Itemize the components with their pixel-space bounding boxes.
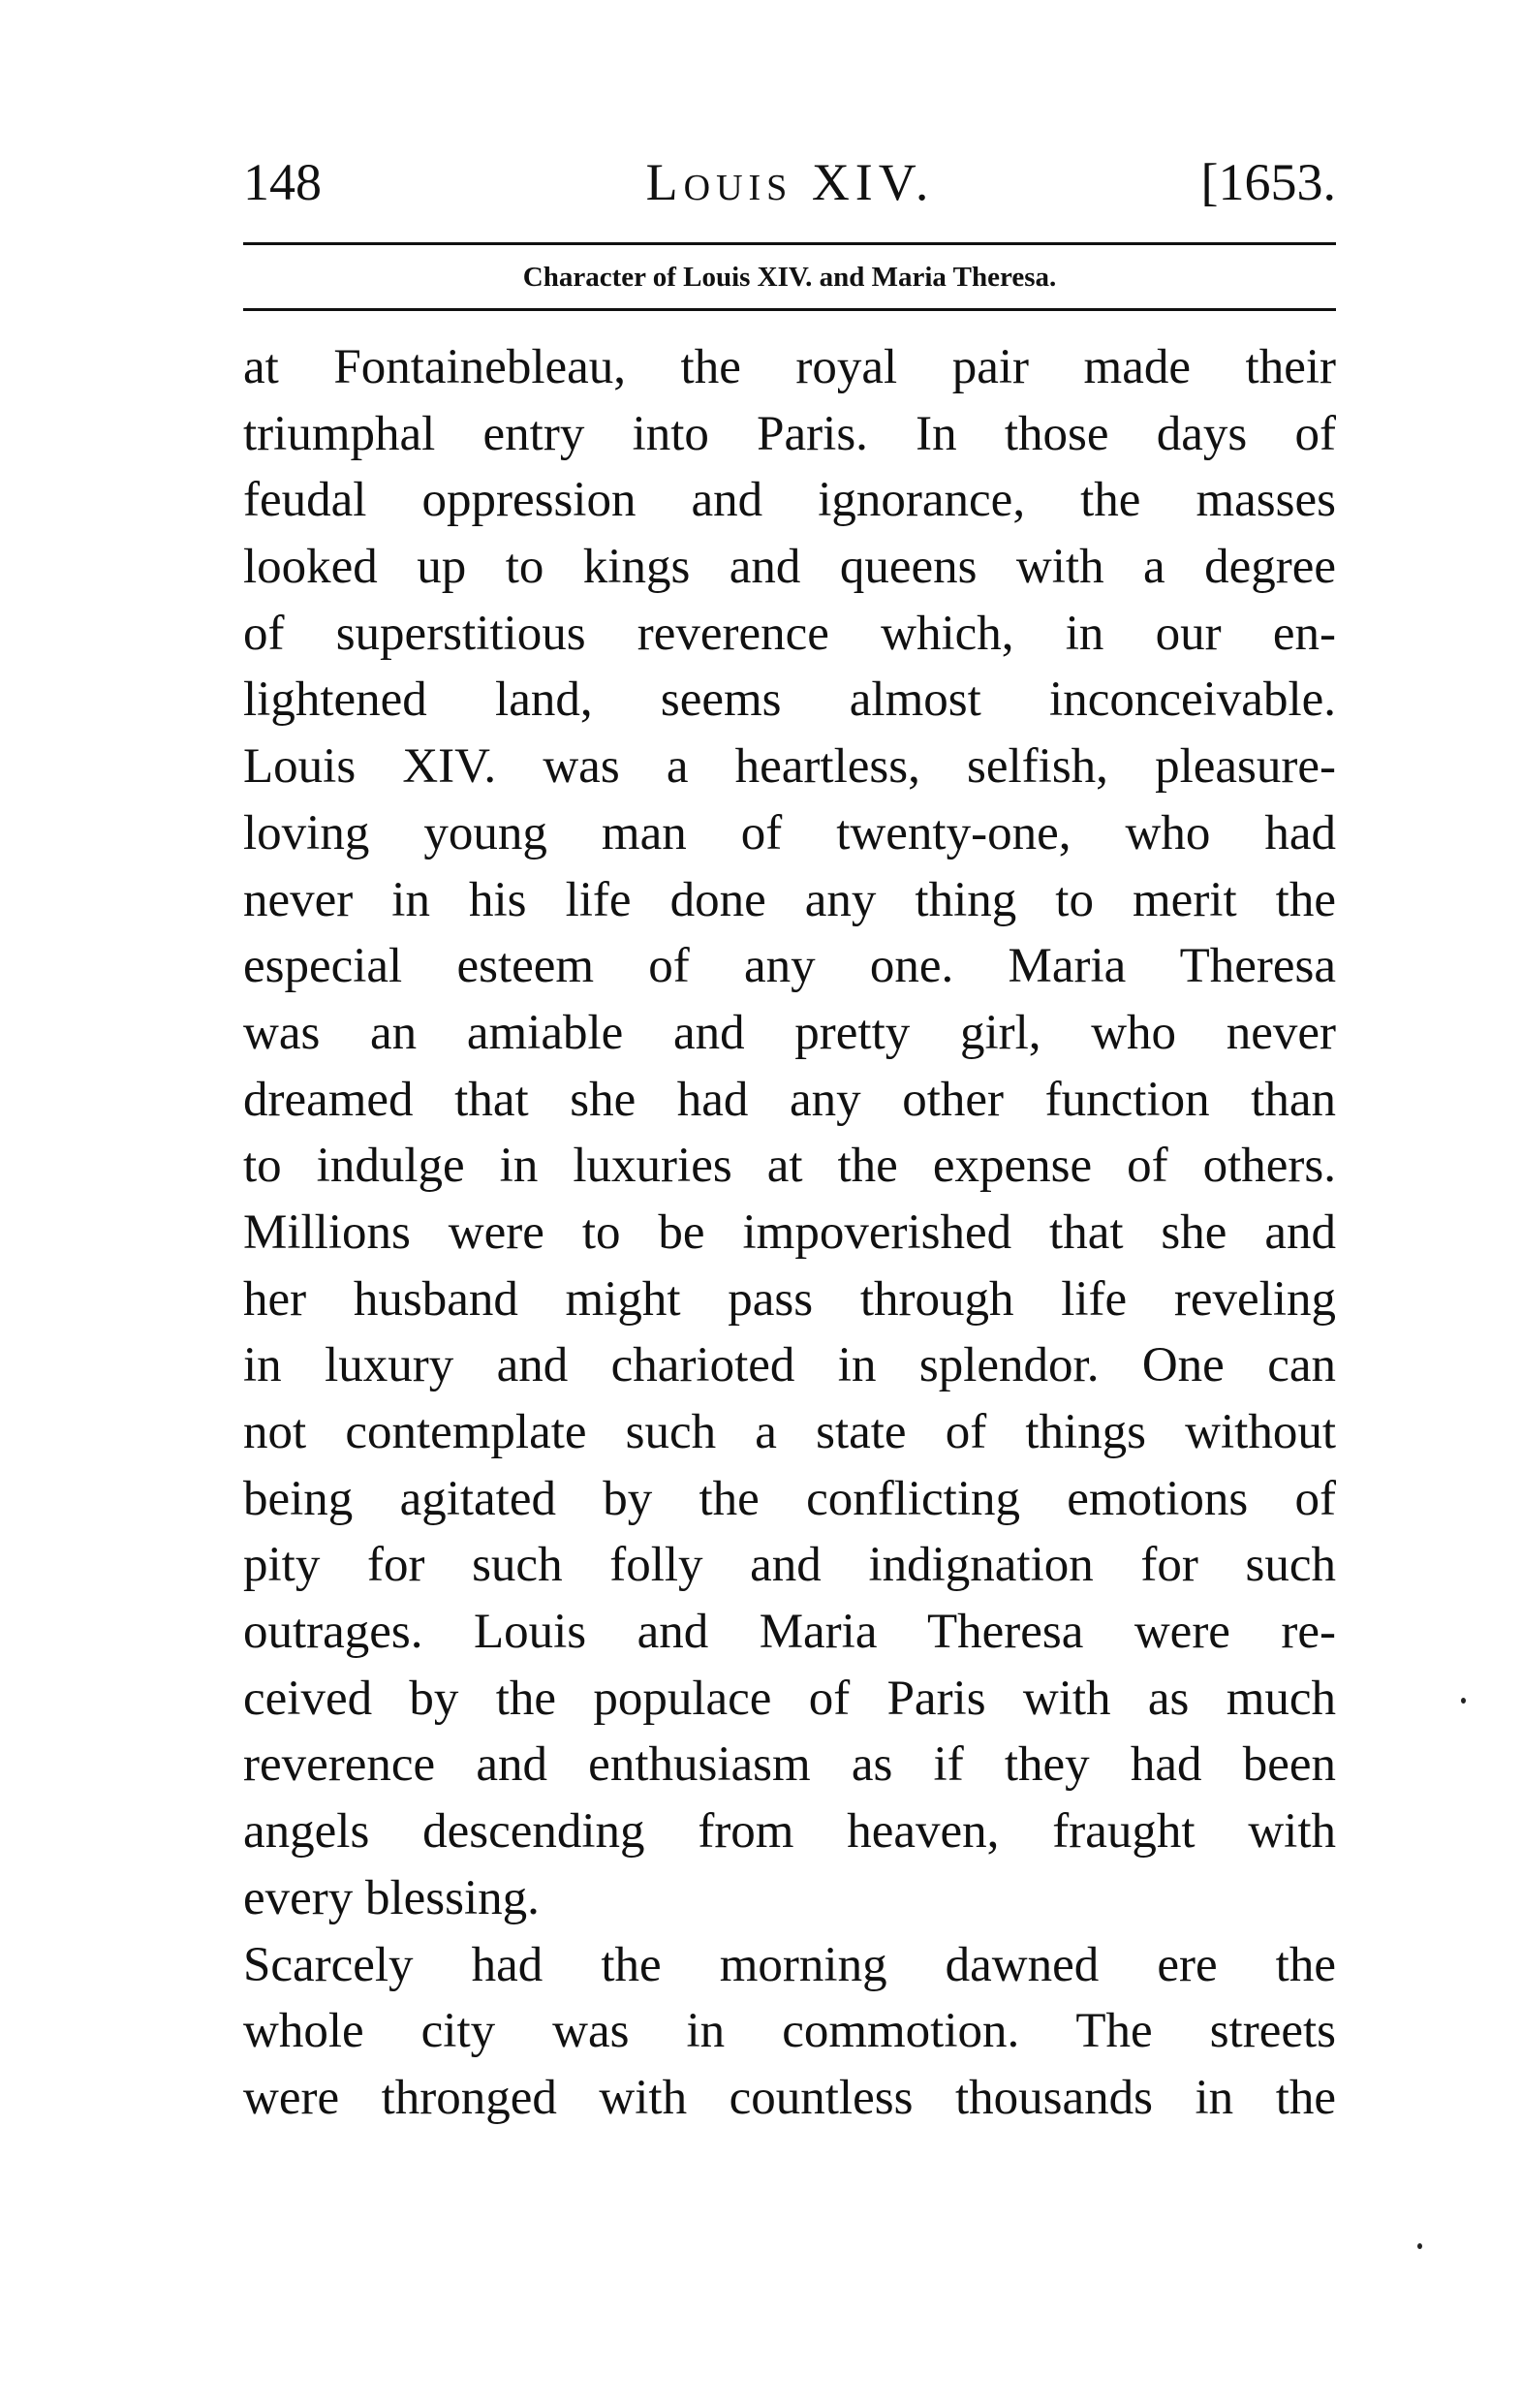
section-subtitle: Character of Louis XIV. and Maria Theresa. (522, 262, 1057, 293)
text-line: to indulge in luxuries at the expense of others. (243, 1139, 1336, 1194)
text-line: triumphal entry into Paris. In those days of (243, 406, 1336, 461)
text-line: every blessing. (243, 1870, 540, 1925)
text-line: especial esteem of any one. Maria Theresa (243, 939, 1336, 994)
text-line: outrages. Louis and Maria Theresa were re- (243, 1605, 1336, 1660)
running-title: Louis XIV. (645, 153, 935, 211)
text-line: were thronged with countless thousands in the (243, 2070, 1336, 2125)
text-line: dreamed that she had any other function than (243, 1072, 1336, 1127)
text-line: lightened land, seems almost inconceivable. (243, 672, 1336, 728)
text-line: in luxury and charioted in splendor. One can (243, 1338, 1336, 1393)
scan-speck (1417, 2243, 1422, 2249)
text-line: being agitated by the conflicting emotions of (243, 1471, 1336, 1526)
page-number: 148 (243, 153, 322, 211)
text-line: was an amiable and pretty girl, who never (243, 1005, 1336, 1060)
text-line: angels descending from heaven, fraught with (243, 1804, 1336, 1860)
text-line: of superstitious reverence which, in our en- (243, 606, 1336, 661)
text-line: Millions were to be impoverished that she and (243, 1204, 1336, 1260)
running-year: [1653. (1200, 153, 1336, 211)
text-line: reverence and enthusiasm as if they had been (243, 1737, 1336, 1793)
body-text (243, 334, 1336, 2132)
text-line: feudal oppression and ignorance, the masses (243, 473, 1336, 528)
text-line: looked up to kings and queens with a degree (243, 540, 1336, 595)
text-line: ceived by the populace of Paris with as much (243, 1671, 1336, 1726)
header-rule-bottom (243, 308, 1336, 311)
text-line: at Fontainebleau, the royal pair made their (243, 340, 1336, 394)
text-line: not contemplate such a state of things without (243, 1405, 1336, 1459)
text-line: never in his life done any thing to merit the (243, 872, 1336, 927)
text-line: her husband might pass through life reveling (243, 1271, 1336, 1327)
text-line: pity for such folly and indignation for such (243, 1538, 1336, 1593)
scan-speck (1461, 1698, 1466, 1704)
header-rule-top (243, 242, 1336, 245)
text-line: Scarcely had the morning dawned ere the (243, 1937, 1336, 1992)
text-line: whole city was in commotion. The streets (243, 2004, 1336, 2059)
text-line: Louis XIV. was a heartless, selfish, pleasure- (243, 739, 1336, 795)
text-line: loving young man of twenty-one, who had (243, 805, 1336, 860)
